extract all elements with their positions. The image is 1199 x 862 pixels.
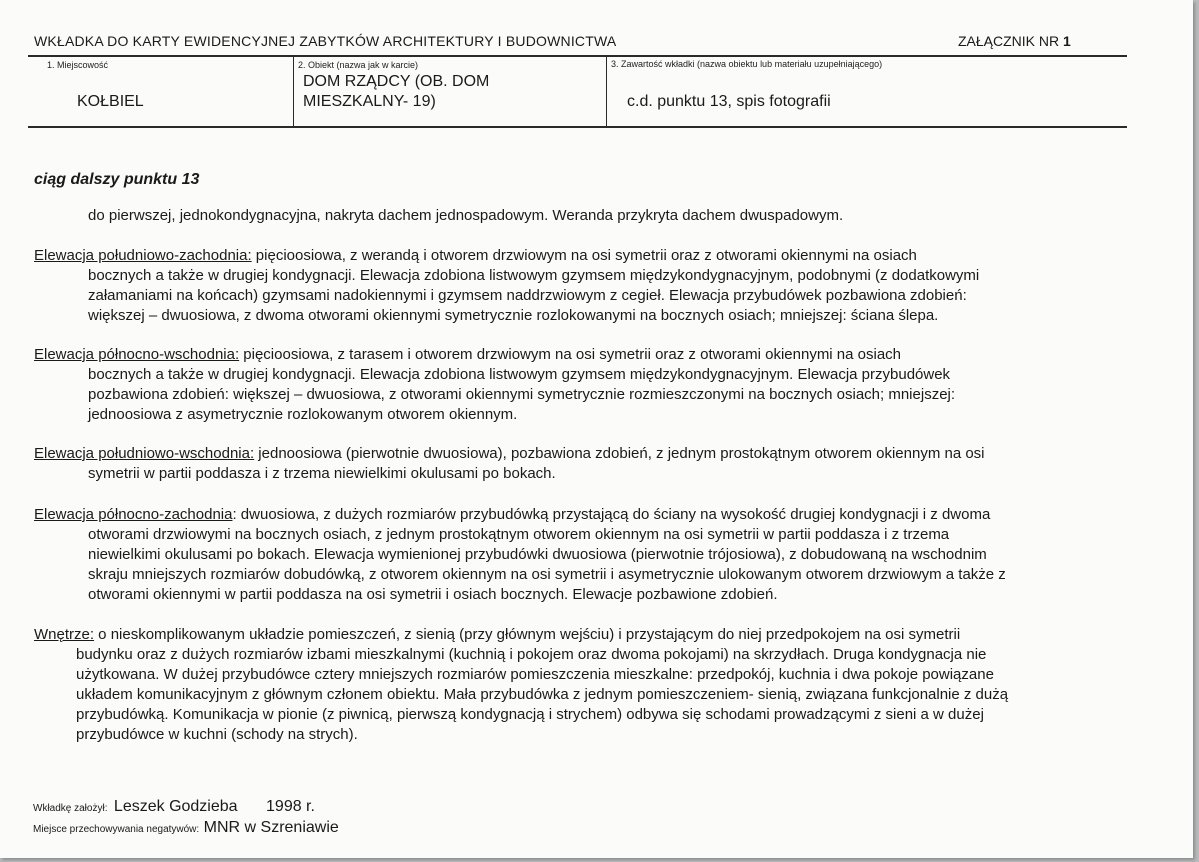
paragraph-line: pozbawiona zdobień: większej – dwuosiowa, z otworami okiennymi symetrycznie rozmieszczonymi na bocznych osiach; mniejszej: bbox=[88, 386, 956, 403]
paragraph-label: Elewacja południowo-zachodnia: bbox=[34, 247, 252, 264]
field-locality-label: 1. Miejscowość bbox=[47, 60, 109, 70]
paragraph-line: układem komunikacyjnym z głównym członem obiektu. Mała przybudówka z jednym pomieszczeniem- sienią, związana funkcjonalnie z dużą bbox=[76, 686, 1009, 703]
paragraph-text: : dwuosiowa, z dużych rozmiarów przybudówką przystającą do ściany na wysokość drugiej kondygnacji i z dwoma bbox=[232, 506, 991, 523]
paragraph-line: większej – dwuosiowa, z dwoma otworami okiennymi symetrycznie rozlokowanymi na bocznych osiach; mniejszej: ściana ślepa. bbox=[88, 307, 939, 324]
field-object-value-line: DOM RZĄDCY (OB. DOM bbox=[303, 73, 490, 90]
paragraph-line bbox=[34, 246, 1144, 266]
paragraph-line: otworami drzwiowymi na bocznych osiach, z jednym prostokątnym otworem okiennym na osi symetrii w partii poddasza i z trzema bbox=[88, 526, 950, 543]
attachment-number bbox=[958, 33, 1071, 49]
header-bottom-rule bbox=[28, 126, 1127, 128]
column-divider-2 bbox=[606, 56, 607, 127]
paragraph-line: budynku oraz z dużych rozmiarów izbami mieszkalnymi (kuchnią i pokojem oraz dwoma pokojami) na skrzydłach. Druga kondygnacja nie bbox=[76, 646, 987, 663]
paragraph-line: przybudówką. Komunikacja w pionie (z piwnicą, pierwszą kondygnacją i strychem) odbywa się schodami prowadzącymi z sieni a w dużej bbox=[76, 706, 984, 723]
paragraph-text: pięcioosiowa, z werandą i otworem drzwiowym na osi symetrii oraz z otworami okiennymi na osiach bbox=[251, 247, 917, 264]
footer-storage-label: Miejsce przechowywania negatywów: bbox=[33, 824, 200, 835]
paragraph-ne-elevation bbox=[34, 345, 1144, 425]
paragraph-line: skraju mniejszych rozmiarów dobudówką, z otworem okiennym na osi symetrii i asymetrycznie ulokowanym otworem drzwiowym a także z bbox=[88, 566, 1006, 583]
attachment-label: ZAŁĄCZNIK NR bbox=[958, 33, 1060, 49]
paragraph-line: jednoosiowa z asymetrycznie rozlokowanym otworem okiennym. bbox=[88, 406, 518, 423]
footer-author bbox=[33, 798, 315, 816]
field-locality-value: KOŁBIEL bbox=[77, 93, 144, 110]
paragraph-se-elevation bbox=[34, 444, 1144, 484]
paragraph-line: załamaniami na końcach) gzymsami nadokiennymi i gzymsem naddrzwiowym z cegieł. Elewacja przybudówek pozbawiona zdobień: bbox=[88, 287, 967, 304]
header-top-rule bbox=[28, 55, 1127, 57]
column-divider-1 bbox=[293, 56, 294, 127]
paragraph-nw-elevation bbox=[34, 505, 1144, 605]
field-contents-value: c.d. punktu 13, spis fotografii bbox=[627, 93, 831, 110]
paragraph-line: bocznych a także w drugiej kondygnacji. Elewacja zdobiona listwowym gzymsem międzykondygnacyjnym, podobnymi (z dodatkowymi bbox=[88, 267, 980, 284]
paragraph-text: jednoosiowa (pierwotnie dwuosiowa), pozbawiona zdobień, z jednym prostokątnym otworem okiennym na osi bbox=[254, 445, 985, 462]
paragraph-line bbox=[34, 345, 1144, 365]
paragraph-text: o nieskomplikowanym układzie pomieszczeń, z sienią (przy głównym wejściu) i przystającym do niej przedpokojem na osi symetrii bbox=[94, 626, 961, 643]
field-object-value bbox=[303, 72, 593, 112]
paragraph-line: niewielkimi okulusami po bokach. Elewacja wymienionej przybudówki dwuosiowa (pierwotnie trójosiowa), z dobudowaną na wschodnim bbox=[88, 546, 987, 563]
paragraph-line bbox=[34, 505, 1144, 525]
paragraph-line: do pierwszej, jednokondygnacyjna, nakryta dachem jednospadowym. Weranda przykryta dachem dwuspadowym. bbox=[88, 207, 844, 224]
footer-year: 1998 r. bbox=[266, 798, 315, 815]
paragraph-line: przybudówce w kuchni (schody na strych). bbox=[76, 726, 358, 743]
form-title: WKŁADKA DO KARTY EWIDENCYJNEJ ZABYTKÓW ARCHITEKTURY I BUDOWNICTWA bbox=[34, 33, 617, 49]
footer-author-value: Leszek Godzieba bbox=[113, 798, 238, 815]
paragraph-line: otworami okiennymi w partii poddasza na osi symetrii i osiach bocznych. Elewacje pozbawione zdobień. bbox=[88, 586, 778, 603]
section-heading: ciąg dalszy punktu 13 bbox=[34, 171, 200, 188]
paragraph-label: Elewacja północno-zachodnia bbox=[34, 506, 233, 523]
footer-storage bbox=[33, 819, 339, 837]
field-contents-label: 3. Zawartość wkładki (nazwa obiektu lub materiału uzupełniającego) bbox=[611, 59, 883, 69]
paragraph-sw-elevation bbox=[34, 246, 1144, 326]
paragraph-line: użytkowana. W dużej przybudówce cztery mniejszych rozmiarów pomieszczenia mieszkalne: przedpokój, kuchnia i dwa pokoje powiązane bbox=[76, 666, 994, 683]
paragraph-label: Elewacja północno-wschodnia: bbox=[34, 346, 240, 363]
attachment-value: 1 bbox=[1063, 33, 1071, 49]
paragraph-label: Elewacja południowo-wschodnia: bbox=[34, 445, 255, 462]
paragraph-line bbox=[34, 444, 1144, 464]
paragraph-label: Wnętrze: bbox=[34, 626, 95, 643]
paragraph-text: pięcioosiowa, z tarasem i otworem drzwiowym na osi symetrii oraz z otworami okiennymi na osiach bbox=[239, 346, 902, 363]
footer-storage-value: MNR w Szreniawie bbox=[203, 819, 339, 836]
field-object-label: 2. Obiekt (nazwa jak w karcie) bbox=[298, 60, 419, 70]
paragraph-line: symetrii w partii poddasza i z trzema niewielkimi okulusami po bokach. bbox=[88, 465, 556, 482]
paragraph-interior bbox=[34, 625, 1144, 745]
intro-paragraph bbox=[34, 206, 1144, 226]
paragraph-line bbox=[34, 625, 1144, 645]
field-object-value-line: MIESZKALNY- 19) bbox=[303, 93, 436, 110]
paragraph-line: bocznych a także w drugiej kondygnacji. Elewacja zdobiona listwowym gzymsem międzykondygnacyjnym. Elewacja przybudówek bbox=[88, 366, 951, 383]
footer-author-label: Wkładkę założył: bbox=[33, 803, 108, 814]
